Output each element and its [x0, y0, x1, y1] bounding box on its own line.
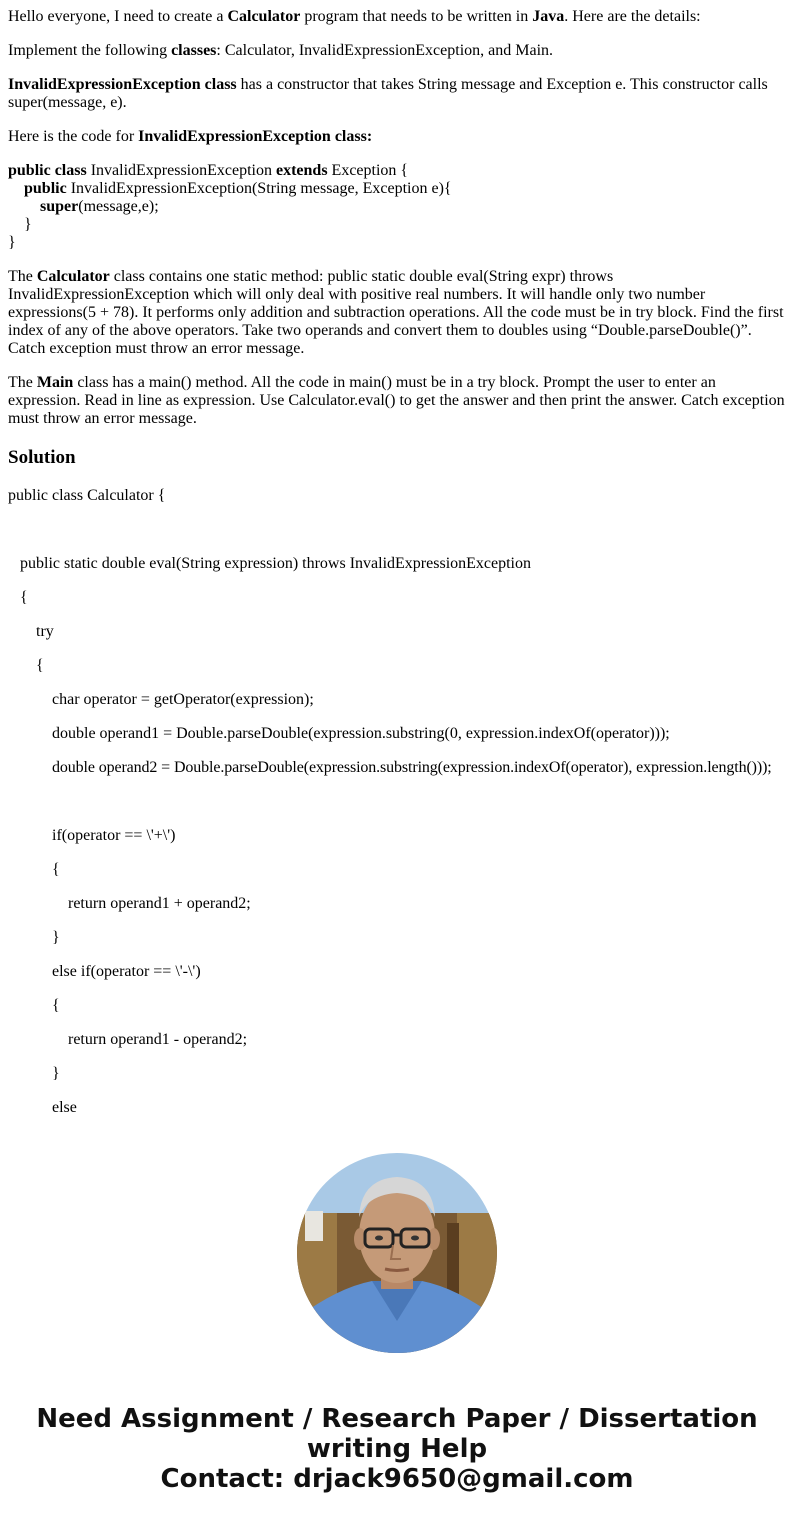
bold-text: Calculator	[36, 268, 110, 285]
bold-text: InvalidExpressionException class	[8, 76, 237, 93]
code-line: }	[8, 234, 16, 251]
text: Implement the following	[8, 42, 172, 59]
keyword: extends	[275, 162, 328, 179]
solution-line: else if(operator == \'-\')	[52, 963, 201, 980]
main-description	[8, 374, 788, 428]
solution-line: try	[36, 623, 54, 640]
bold-text: Calculator	[227, 8, 301, 25]
intro-paragraph-4	[8, 128, 786, 146]
text: : Calculator, InvalidExpressionException, and Main.	[216, 42, 554, 59]
text: program that needs to be written in	[300, 8, 533, 25]
promo-line: writing Help	[306, 1434, 488, 1464]
solution-line: {	[52, 861, 60, 878]
calculator-description	[8, 268, 788, 358]
bold-text: Java	[532, 8, 565, 25]
code-text: InvalidExpressionException(String message, Exception e){	[66, 180, 452, 197]
code-line	[8, 180, 786, 198]
text: Hello everyone, I need to create a	[8, 8, 228, 25]
promo-banner	[0, 1404, 794, 1494]
keyword: public	[24, 180, 67, 197]
promo-contact: Contact: drjack9650@gmail.com	[160, 1464, 634, 1494]
intro-paragraph-2	[8, 42, 786, 60]
solution-line: else	[52, 1099, 77, 1116]
code-text: Exception {	[327, 162, 409, 179]
solution-line: {	[36, 657, 44, 674]
keyword: super	[40, 198, 79, 215]
solution-line: return operand1 + operand2;	[68, 895, 251, 912]
text: . Here are the details:	[564, 8, 701, 25]
bold-text: Main	[36, 374, 74, 391]
text: Here is the code for	[8, 128, 139, 145]
intro-paragraph-3	[8, 76, 788, 112]
solution-line: }	[52, 929, 60, 946]
author-avatar	[297, 1153, 497, 1353]
solution-line: return operand1 - operand2;	[68, 1031, 248, 1048]
intro-paragraph-1	[8, 8, 786, 26]
text: The	[8, 374, 37, 391]
exception-code-block	[8, 162, 786, 252]
solution-heading: Solution	[8, 447, 76, 468]
solution-line: {	[52, 997, 60, 1014]
text: class contains one static method: public static double eval(String expr) throws InvalidExpressionException which will only deal with positive real numbers. It will handle only two number expressions(5 + 78). It performs only addition and subtraction operations. All the code must be in try block. Find the first index of any of the above operators. Take two operands and convert them to doubles using “Double.parseDouble()”. Catch exception must throw an error message.	[8, 268, 784, 357]
solution-line: public static double eval(String expression) throws InvalidExpressionException	[20, 555, 531, 572]
solution-line: public class Calculator {	[8, 487, 166, 504]
code-text: InvalidExpressionException	[86, 162, 276, 179]
solution-line: if(operator == \'+\')	[52, 827, 176, 844]
author-portrait-image	[297, 1153, 497, 1353]
solution-line: char operator = getOperator(expression);	[52, 691, 314, 708]
text: has a constructor that takes String message and Exception e. This constructor calls super(message, e).	[8, 76, 768, 111]
code-line	[8, 198, 786, 216]
code-line: }	[24, 216, 32, 233]
bold-text: classes	[171, 42, 217, 59]
solution-line: double operand1 = Double.parseDouble(expression.substring(0, expression.indexOf(operator)));	[52, 725, 670, 742]
code-line	[8, 162, 786, 180]
solution-line: double operand2 = Double.parseDouble(expression.substring(expression.indexOf(operator), expression.length()));	[52, 759, 772, 776]
solution-line: {	[20, 589, 28, 606]
promo-line: Need Assignment / Research Paper / Dissertation	[36, 1404, 758, 1434]
solution-line: }	[52, 1065, 60, 1082]
bold-text: InvalidExpressionException class:	[138, 128, 373, 145]
text: The	[8, 268, 37, 285]
keyword: public class	[8, 162, 87, 179]
code-text: (message,e);	[78, 198, 159, 215]
text: class has a main() method. All the code in main() must be in a try block. Prompt the user to enter an expression. Read in line as expression. Use Calculator.eval() to get the answer and then print the answer. Catch exception must throw an error message.	[8, 374, 785, 427]
